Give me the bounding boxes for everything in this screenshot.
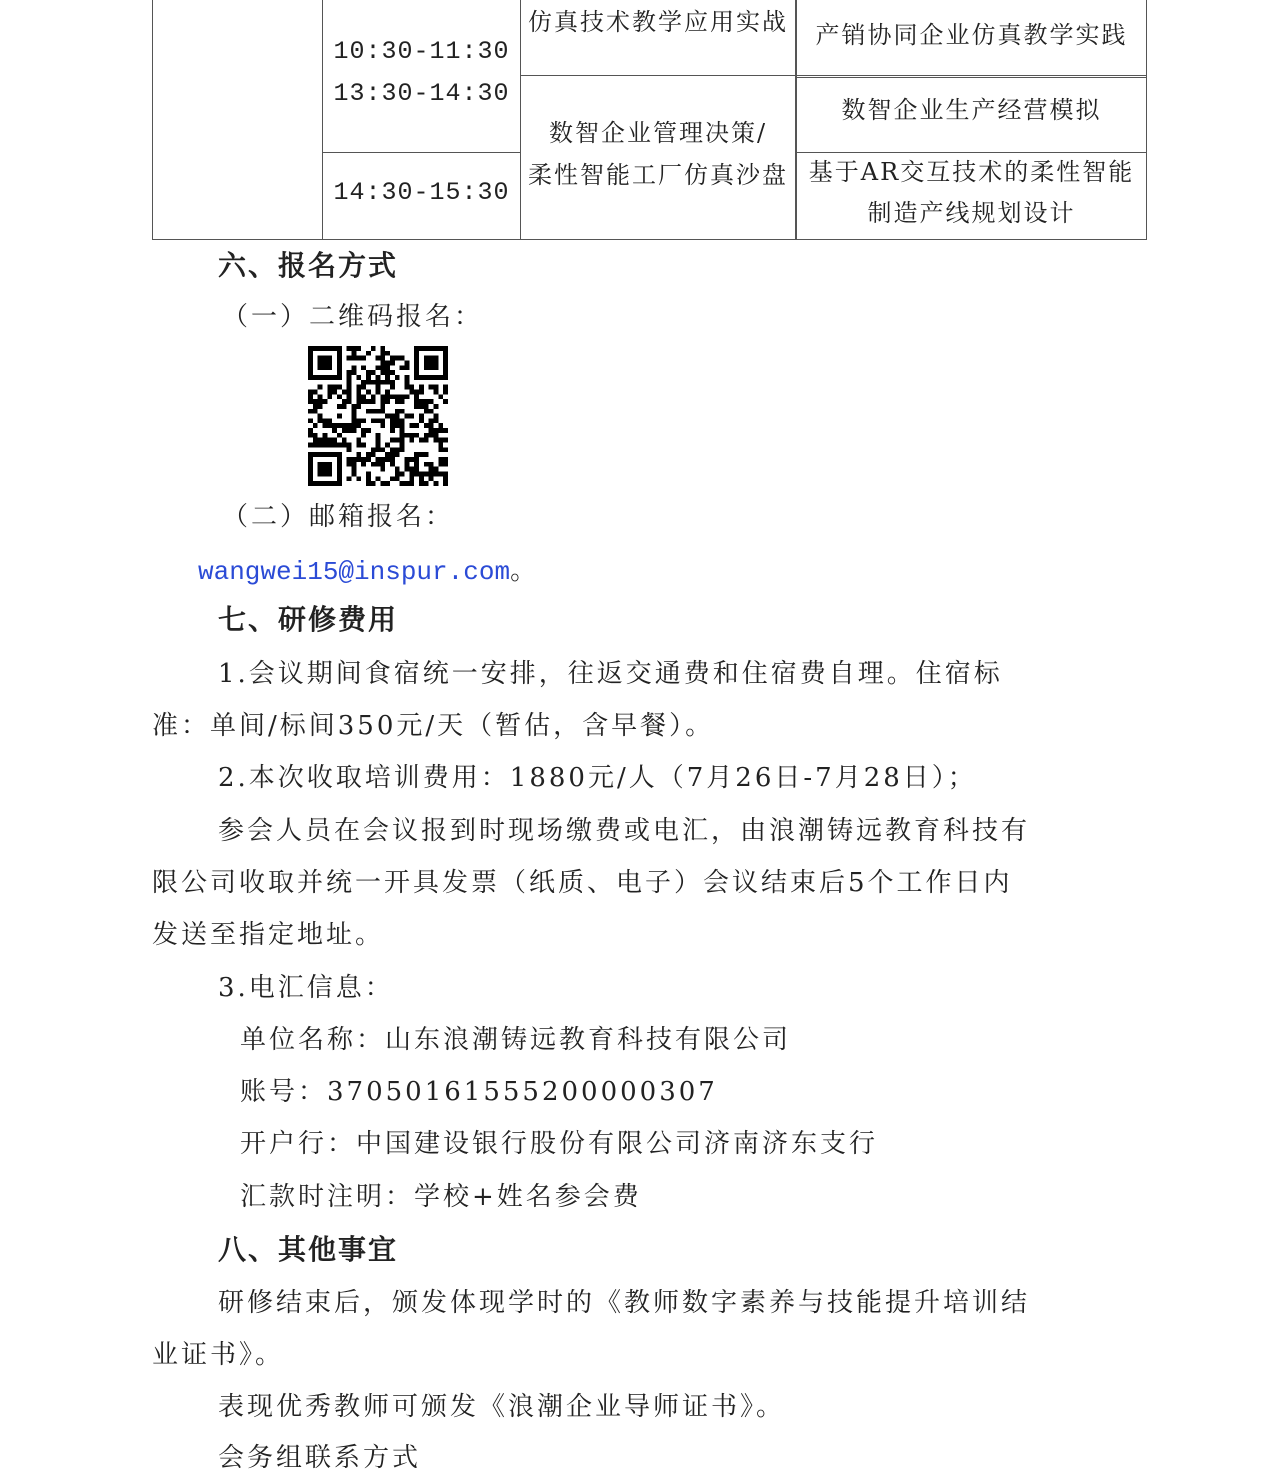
subsection-label: （一）二维码报名： — [222, 302, 484, 332]
content-cell: 基于AR交互技术的柔性智能 — [808, 158, 1135, 186]
time-slot: 13:30-14:30 — [333, 79, 510, 108]
paragraph-line: 表现优秀教师可颁发《浪潮企业导师证书》。 — [218, 1392, 786, 1422]
table-border-right — [1146, 0, 1147, 240]
paragraph-line: 会务组联系方式 — [218, 1443, 422, 1473]
time-slot: 14:30-15:30 — [333, 178, 510, 207]
paragraph-line: 限公司收取并统一开具发票（纸质、电子）会议结束后5个工作日内 — [152, 868, 1013, 898]
paragraph-line: 1.会议期间食宿统一安排，往返交通费和住宿费自理。住宿标 — [218, 659, 1003, 689]
paragraph-line: 3.电汇信息： — [218, 973, 394, 1003]
email-suffix: 。 — [510, 556, 540, 586]
content-cell: 产销协同企业仿真教学实践 — [815, 21, 1128, 49]
paragraph-line: 业证书》。 — [152, 1340, 285, 1370]
table-row-divider — [520, 75, 1147, 76]
paragraph-line: 准：单间/标间350元/天（暂估，含早餐）。 — [152, 711, 715, 741]
email-line — [198, 550, 539, 587]
remittance-account: 账号：37050161555200000307 — [240, 1077, 718, 1107]
table-border-bottom — [152, 239, 1147, 240]
section-heading: 八、其他事宜 — [218, 1233, 399, 1266]
qr-code-image[interactable] — [308, 346, 448, 486]
module-cell: 柔性智能工厂仿真沙盘 — [528, 161, 788, 189]
table-row-divider — [795, 77, 1147, 78]
remittance-note: 汇款时注明：学校+姓名参会费 — [240, 1182, 642, 1212]
module-cell: 数智企业管理决策/ — [548, 119, 768, 147]
section-heading: 七、研修费用 — [218, 603, 399, 636]
paragraph-line: 研修结束后，颁发体现学时的《教师数字素养与技能提升培训结 — [218, 1288, 1031, 1318]
email-link[interactable]: wangwei15@inspur.com — [198, 557, 511, 587]
paragraph-line: 参会人员在会议报到时现场缴费或电汇，由浪潮铸远教育科技有 — [218, 816, 1031, 846]
table-border-left — [152, 0, 153, 240]
subsection-label: （二）邮箱报名： — [222, 502, 455, 532]
content-cell: 制造产线规划设计 — [867, 199, 1076, 227]
section-heading: 六、报名方式 — [218, 249, 399, 282]
time-slot: 10:30-11:30 — [333, 37, 510, 66]
remittance-bank: 开户行：中国建设银行股份有限公司济南济东支行 — [240, 1129, 879, 1159]
content-cell: 数智企业生产经营模拟 — [841, 96, 1102, 124]
paragraph-line: 2.本次收取培训费用：1880元/人（7月26日-7月28日）； — [218, 763, 977, 793]
module-cell: 仿真技术教学应用实战 — [528, 8, 788, 36]
schedule-table — [152, 0, 1147, 240]
paragraph-line: 发送至指定地址。 — [152, 920, 385, 950]
remittance-company: 单位名称：山东浪潮铸远教育科技有限公司 — [240, 1025, 792, 1055]
table-row-divider — [322, 152, 520, 153]
